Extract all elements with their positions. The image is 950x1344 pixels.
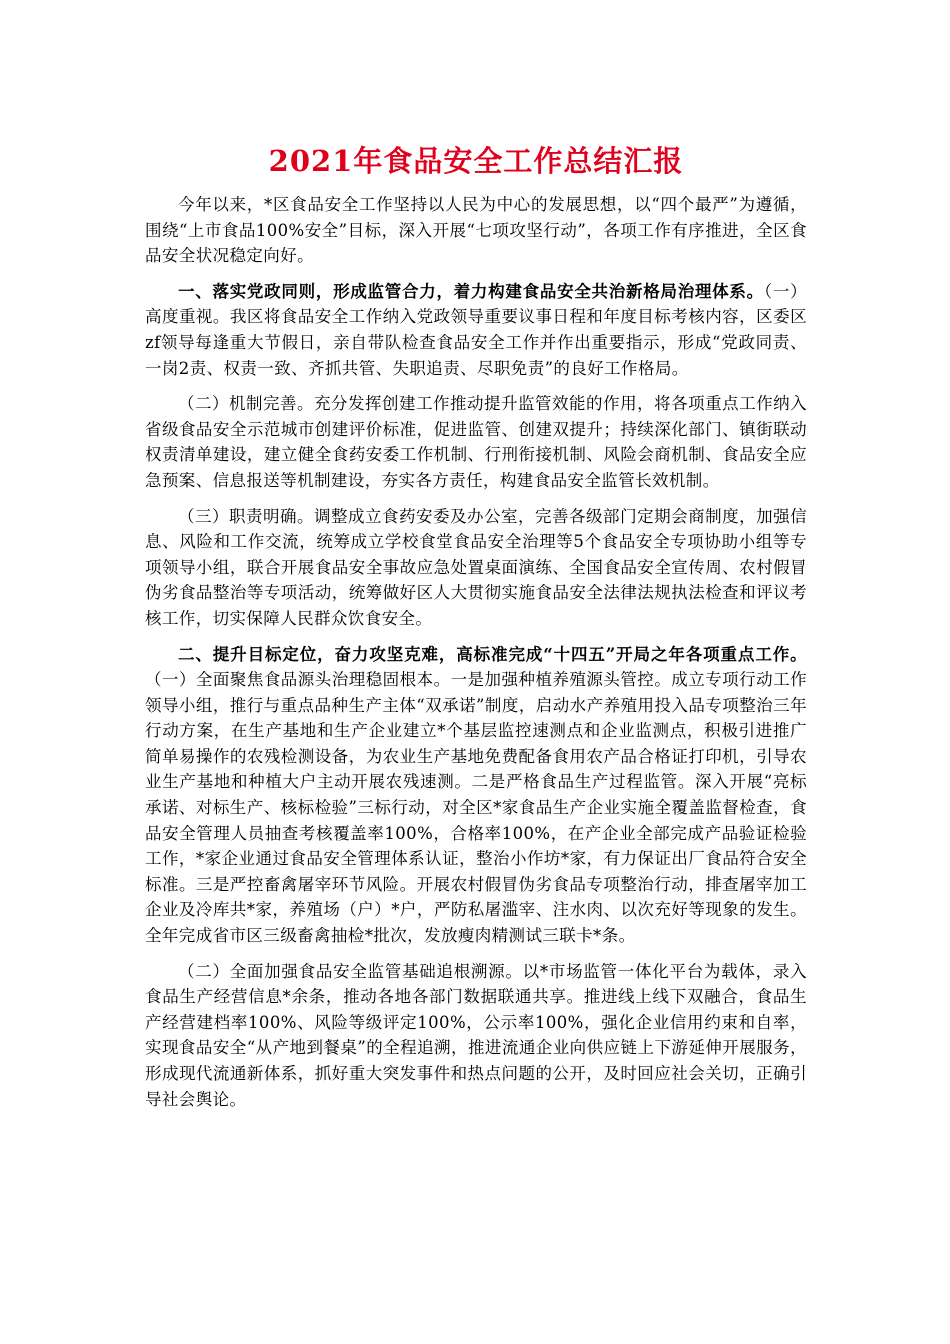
section2-p1-text: （一）全面聚焦食品源头治理稳固根本。一是加强种植养殖源头管控。成立专项行动工作领导小组，推行与重点品种生产主体“双承诺”制度，启动水产养殖用投入品专项整治三年行动方案，在生产基地和生产企业建立*个基层监控速测点和企业监测点，积极引进推广简单易操作的农残检测设备，为农业生产基地免费配备食用农产品合格证打印机，引导农业生产基地和种植大户主动开展农残速测。二是严格食品生产过程监管。深入开展“亮标承诺、对标生产、核标检验”三标行动，对全区*家食品生产企业实施全覆盖监督检查，食品安全管理人员抽查考核覆盖率100%，合格率100%，在产企业全部完成产品验证检验工作，*家企业通过食品安全管理体系认证，整治小作坊*家，有力保证出厂食品符合安全标准。三是严控畜禽屠宰环节风险。开展农村假冒伪劣食品专项整治行动，排查屠宰加工企业及冷库共*家，养殖场（户）*户，严防私屠滥宰、注水肉、以次充好等现象的发生。全年完成省市区三级畜禽抽检*批次，发放瘦肉精测试三联卡*条。 bbox=[145, 670, 807, 946]
section2-paragraph-1 bbox=[145, 642, 807, 949]
section1-paragraph-1 bbox=[145, 279, 807, 381]
document-title: 2021年食品安全工作总结汇报 bbox=[268, 144, 684, 178]
section1-heading: 一、落实党政同则，形成监管合力，着力构建食品安全共治新格局治理体系。 bbox=[178, 281, 764, 301]
section1-paragraph-2: （二）机制完善。充分发挥创建工作推动提升监管效能的作用，将各项重点工作纳入省级食品安全示范城市创建评价标准，促进监管、创建双提升；持续深化部门、镇街联动权责清单建设，建立健全食药安委工作机制、行刑衔接机制、风险会商机制、食品安全应急预案、信息报送等机制建设，夯实各方责任，构建食品安全监管长效机制。 bbox=[145, 394, 807, 490]
section2-paragraph-2: （二）全面加强食品安全监管基础追根溯源。以*市场监管一体化平台为载体，录入食品生产经营信息*余条，推动各地各部门数据联通共享。推进线上线下双融合，食品生产经营建档率100%、风险等级评定100%，公示率100%，强化企业信用约束和自率，实现食品安全“从产地到餐桌”的全程追溯，推进流通企业向供应链上下游延伸开展服务，形成现代流通新体系，抓好重大突发事件和热点问题的公开，及时回应社会关切，正确引导社会舆论。 bbox=[145, 961, 807, 1109]
document-body bbox=[145, 138, 807, 1122]
section1-p1-text: （一）高度重视。我区将食品安全工作纳入党政领导重要议事日程和年度目标考核内容，区委区zf领导每逢重大节假日，亲自带队检查食品安全工作并作出重要指示，形成“党政同责、一岗2责、权责一致、齐抓共管、失职追责、尽职免责”的良好工作格局。 bbox=[145, 281, 807, 378]
section2-heading: 二、提升目标定位，奋力攻坚克难，高标准完成“十四五”开局之年各项重点工作。 bbox=[178, 644, 807, 664]
section1-paragraph-3: （三）职责明确。调整成立食药安委及办公室，完善各级部门定期会商制度，加强信息、风险和工作交流，统筹成立学校食堂食品安全治理等5个食品安全专项协助小组等专项领导小组，联合开展食品安全事故应急处置桌面演练、全国食品安全宣传周、农村假冒伪劣食品整治等专项活动，统筹做好区人大贯彻实施食品安全法律法规执法检查和评议考核工作，切实保障人民群众饮食安全。 bbox=[145, 506, 807, 628]
intro-paragraph: 今年以来，*区食品安全工作坚持以人民为中心的发展思想，以“四个最严”为遵循，围绕“上市食品100%安全”目标，深入开展“七项攻坚行动”，各项工作有序推进，全区食品安全状况稳定向好。 bbox=[145, 195, 807, 266]
